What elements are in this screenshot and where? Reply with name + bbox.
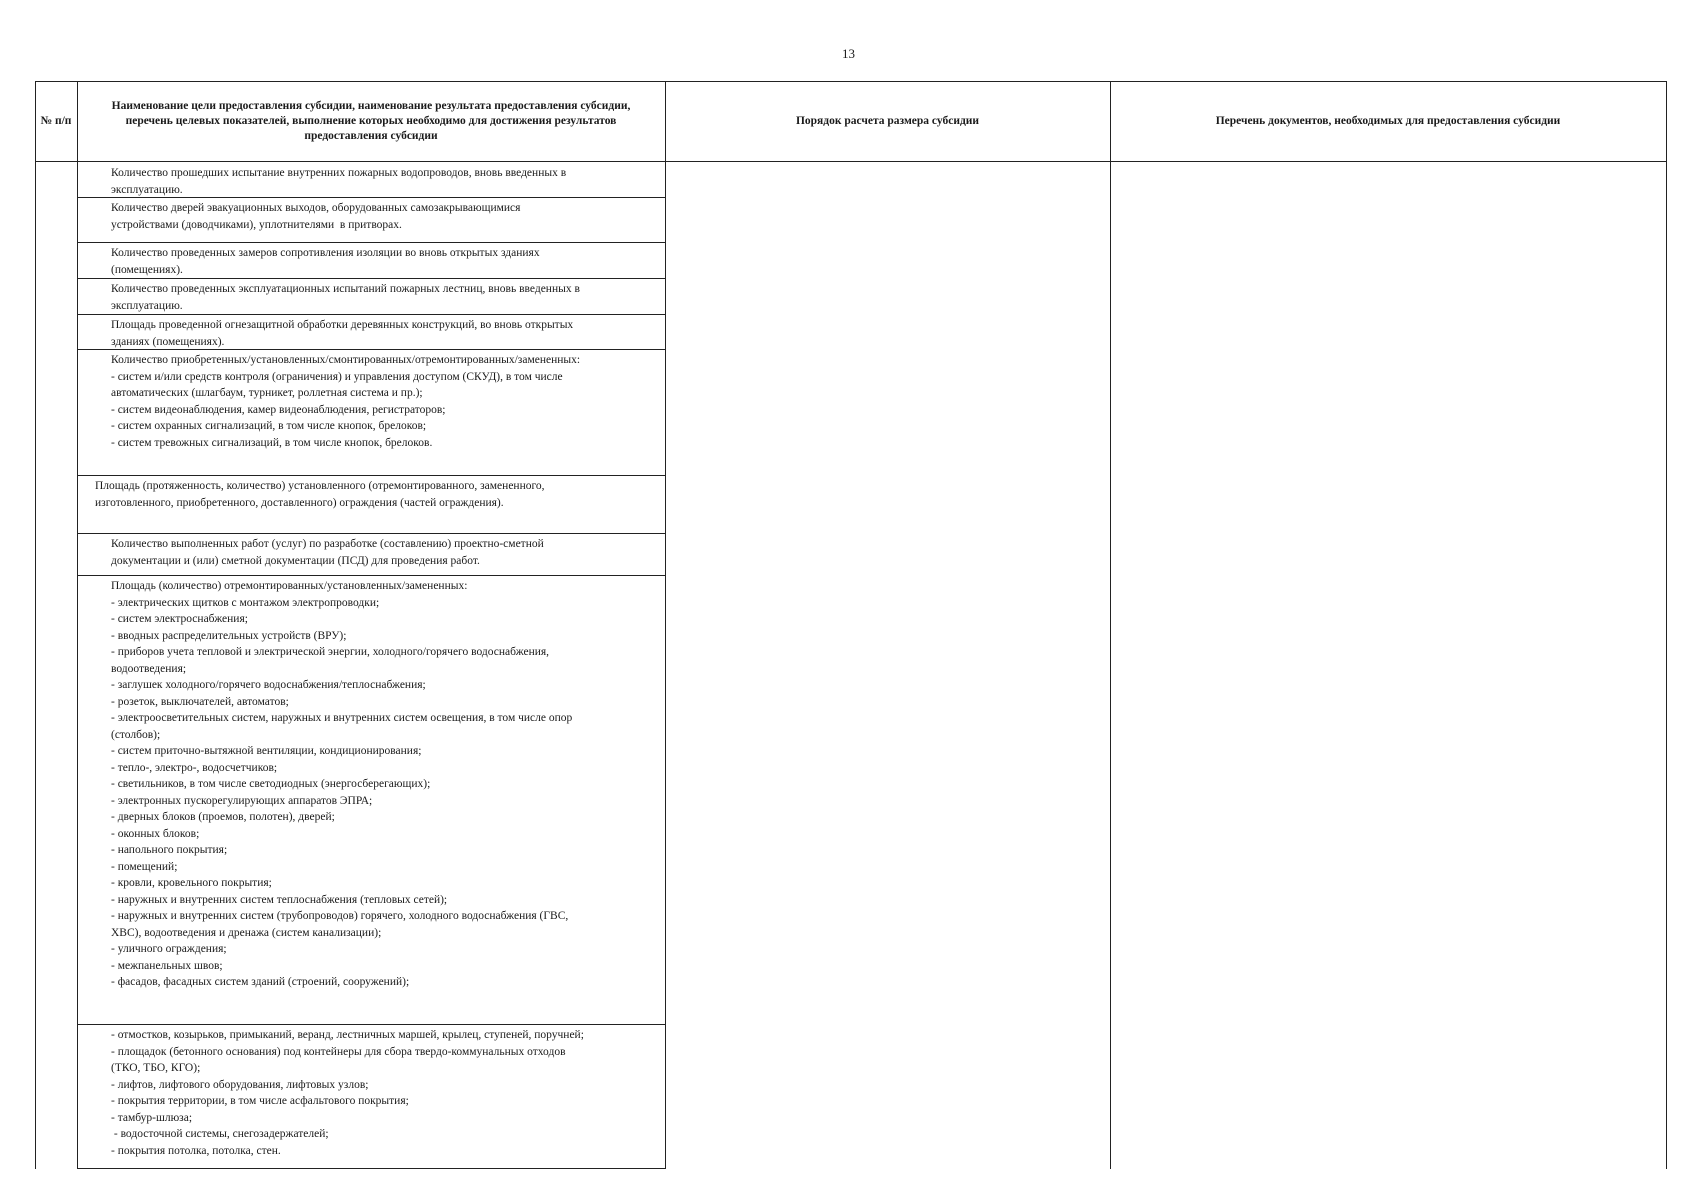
subsidy-table [35,81,1666,1169]
row-text-line: - дверных блоков (проемов, полотен), дверей; [111,811,335,823]
header-bottom-border [35,161,1666,162]
row-text-line: - площадок (бетонного основания) под контейнеры для сбора твердо-коммунальных отходов [111,1045,566,1058]
row-text-line: - электроосветительных систем, наружных и внутренних систем освещения, в том числе опор [111,712,573,724]
row-text-line: Количество дверей эвакуационных выходов, оборудованных самозакрывающимися [111,202,521,214]
row-text-line: Количество прошедших испытание внутренних пожарных водопроводов, вновь введенных в [111,167,567,179]
table-row [77,1025,665,1159]
page-number: 13 [842,46,855,61]
row-text-line: - систем приточно-вытяжной вентиляции, кондиционирования; [111,745,422,757]
row-text-line: - отмостков, козырьков, примыканий, веранд, лестничных маршей, крылец, ступеней, поручней; [111,1029,584,1041]
row-text-line: устройствами (доводчиками), уплотнителями в притворах. [111,218,402,231]
row-text-line: автоматических (шлагбаум, турникет, роллетная система и пр.); [111,387,423,399]
table-row [77,476,665,511]
table-right-border [1666,81,1667,1169]
row-text-line: Площадь (протяженность, количество) установленного (отремонтированного, замененного, [95,480,545,492]
table-left-border [35,81,36,1169]
row-text-line: водоотведения; [111,662,187,675]
row-text-line: Площадь (количество) отремонтированных/установленных/замененных: [111,580,468,592]
row-text-line: изготовленного, приобретенного, доставленного) ограждения (частей ограждения). [95,496,504,509]
row-text-line: - систем видеонаблюдения, камер видеонаблюдения, регистраторов; [111,403,446,416]
row-text-line: - систем охранных сигнализаций, в том числе кнопок, брелоков; [111,420,427,432]
row-text-line: (помещениях). [111,263,183,276]
table-row [77,350,665,451]
header-docs: Перечень документов, необходимых для предоставления субсидии [1215,114,1561,127]
row-text-line: ХВС), водоотведения и дренажа (систем канализации); [111,926,382,939]
row-text-line: - розеток, выключателей, автоматов; [111,695,289,708]
row-text-line: эксплуатацию. [111,183,183,196]
row-text-line: документации и (или) сметной документации (ПСД) для проведения работ. [111,554,480,567]
row-text-line: (столбов); [111,728,161,741]
row-text-line: (ТКО, ТБО, КГО); [111,1062,201,1074]
row-text-line: - систем и/или средств контроля (ограничения) и управления доступом (СКУД), в том числе [111,370,563,383]
row-text-line: - наружных и внутренних систем (трубопроводов) горячего, холодного водоснабжения (ГВС, [111,910,569,922]
row-text-line: - лифтов, лифтового оборудования, лифтовых узлов; [111,1078,369,1091]
row-text-line: - межпанельных швов; [111,959,223,972]
row-text-line: - фасадов, фасадных систем зданий (строений, сооружений); [111,976,410,988]
header-name: Наименование цели предоставления субсидии, наименование результата предоставления субсидии, перечень целевых показателей, выполнение которых необходимо для достижения результатов предоставления субсидии [111,99,631,142]
table-row [77,534,665,569]
column-divider [665,81,666,1169]
row-text-line: - тепло-, электро-, водосчетчиков; [111,761,278,774]
table-row [77,243,665,278]
row-text-line: - систем тревожных сигнализаций, в том числе кнопок, брелоков. [111,436,433,449]
row-text-line: Количество выполненных работ (услуг) по разработке (составлению) проектно-сметной [111,538,544,550]
table-row [77,198,665,233]
row-text-line: Количество проведенных замеров сопротивления изоляции во вновь открытых зданиях [111,247,540,259]
row-text-line: - систем электроснабжения; [111,613,248,625]
row-text-line: - электрических щитков с монтажом электропроводки; [111,596,380,609]
table-row [77,576,665,991]
row-text-line: - кровли, кровельного покрытия; [111,877,272,889]
row-text-line: - покрытия потолка, потолка, стен. [111,1144,281,1157]
row-text-line: эксплуатацию. [111,299,183,312]
row-text-line: зданиях (помещениях). [111,335,225,348]
row-text-line: - светильников, в том числе светодиодных (энергосберегающих); [111,778,431,790]
row-text-line: - вводных распределительных устройств (ВРУ); [111,629,347,642]
row-text-line: Площадь проведенной огнезащитной обработки деревянных конструкций, во вновь открытых [111,319,574,331]
row-text-line: - напольного покрытия; [111,844,228,856]
row-text-line: - водосточной системы, снегозадержателей; [111,1128,329,1140]
table-row [77,315,665,350]
row-text-line: - тамбур-шлюза; [111,1111,193,1124]
row-text-line: - заглушек холодного/горячего водоснабжения/теплоснабжения; [111,679,426,691]
row-text-line: - наружных и внутренних систем теплоснабжения (тепловых сетей); [111,893,448,906]
row-text-line: - оконных блоков; [111,827,200,840]
table-row [77,279,665,314]
header-num: № п/п [40,114,72,127]
column-divider [1110,81,1111,1169]
header-calc: Порядок расчета размера субсидии [795,114,980,127]
table-row [77,163,665,198]
row-divider [77,1168,665,1169]
row-text-line: - приборов учета тепловой и электрической энергии, холодного/горячего водоснабжения, [111,646,550,658]
row-text-line: - электронных пускорегулирующих аппаратов ЭПРА; [111,794,373,807]
row-text-line: - помещений; [111,860,178,873]
row-text-line: - уличного ограждения; [111,943,227,955]
row-text-line: Количество приобретенных/установленных/смонтированных/отремонтированных/замененных: [111,354,581,366]
row-text-line: Количество проведенных эксплуатационных испытаний пожарных лестниц, вновь введенных в [111,283,580,295]
row-text-line: - покрытия территории, в том числе асфальтового покрытия; [111,1095,409,1107]
